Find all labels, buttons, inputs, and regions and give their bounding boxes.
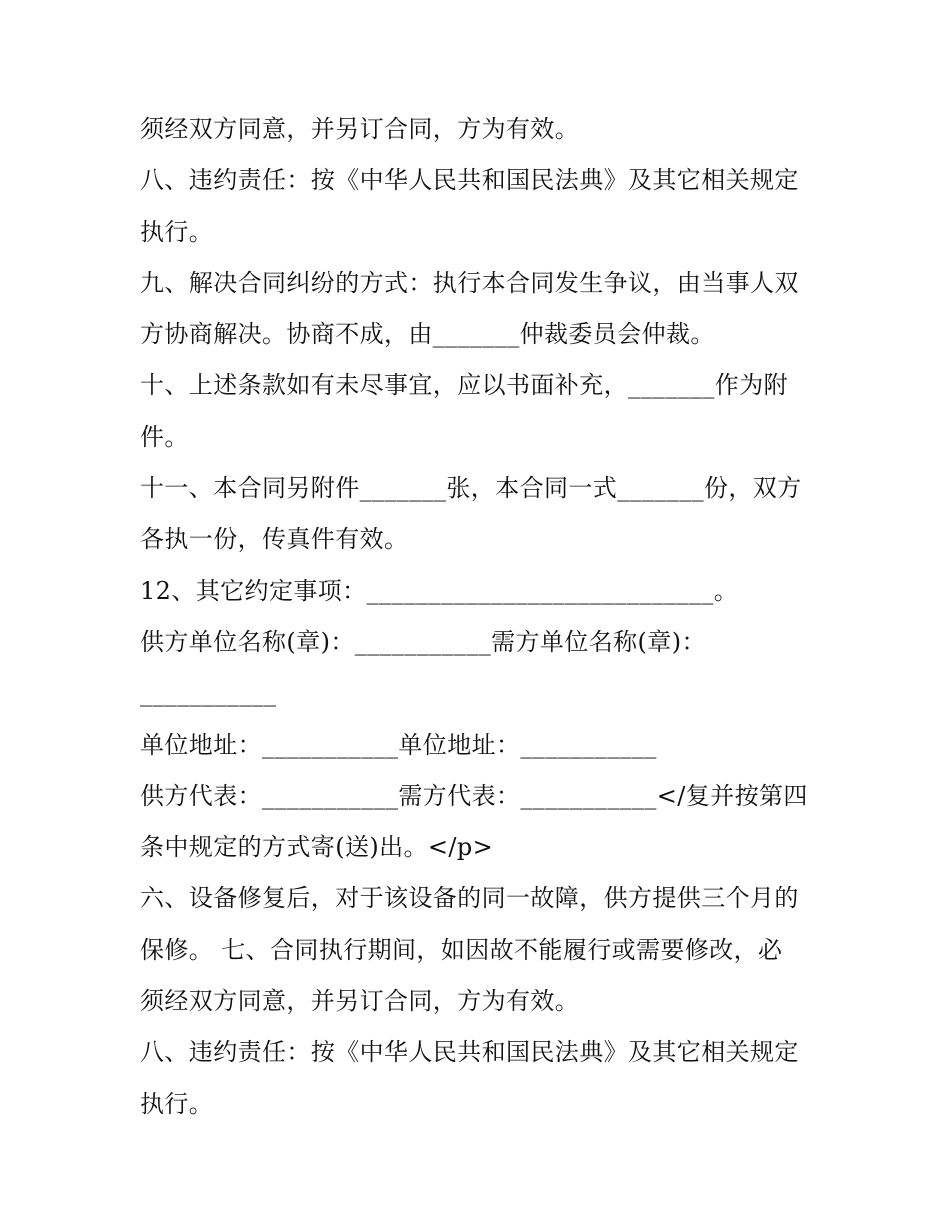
text-line: 八、违约责任：按《中华人民共和国民法典》及其它相关规定 bbox=[140, 1038, 799, 1067]
text-line: 六、设备修复后，对于该设备的同一故障，供方提供三个月的 bbox=[140, 884, 799, 913]
text-line: 九、解决合同纠纷的方式：执行本合同发生争议，由当事人双 bbox=[140, 268, 799, 297]
text-line: 供方单位名称(章)：___________需方单位名称(章)： bbox=[140, 627, 706, 656]
text-line: 执行。 bbox=[140, 217, 214, 246]
text-line: 八、违约责任：按《中华人民共和国民法典》及其它相关规定 bbox=[140, 166, 799, 195]
text-line: ___________ bbox=[140, 679, 277, 708]
text-line: 十一、本合同另附件_______张，本合同一式_______份，双方 bbox=[140, 474, 802, 503]
text-line: 12、其它约定事项：____________________________。 bbox=[140, 576, 739, 605]
text-line: 各执一份，传真件有效。 bbox=[140, 525, 409, 554]
text-line: 须经双方同意，并另订合同，方为有效。 bbox=[140, 987, 580, 1016]
text-line: 条中规定的方式寄(送)出。</p> bbox=[140, 833, 494, 862]
text-line: 件。 bbox=[140, 422, 189, 451]
text-line: 单位地址：___________单位地址：___________ bbox=[140, 730, 657, 759]
text-line: 须经双方同意，并另订合同，方为有效。 bbox=[140, 115, 580, 143]
text-line: 执行。 bbox=[140, 1089, 214, 1118]
text-line: 十、上述条款如有未尽事宜，应以书面补充，_______作为附 bbox=[140, 371, 788, 400]
text-line: 供方代表：___________需方代表：___________</复并按第四 bbox=[140, 781, 808, 810]
text-line: 保修。 七、合同执行期间，如因故不能履行或需要修改，必 bbox=[140, 935, 783, 964]
text-line: 方协商解决。协商不成，由_______仲裁委员会仲裁。 bbox=[140, 320, 715, 349]
document-page bbox=[140, 104, 820, 1130]
